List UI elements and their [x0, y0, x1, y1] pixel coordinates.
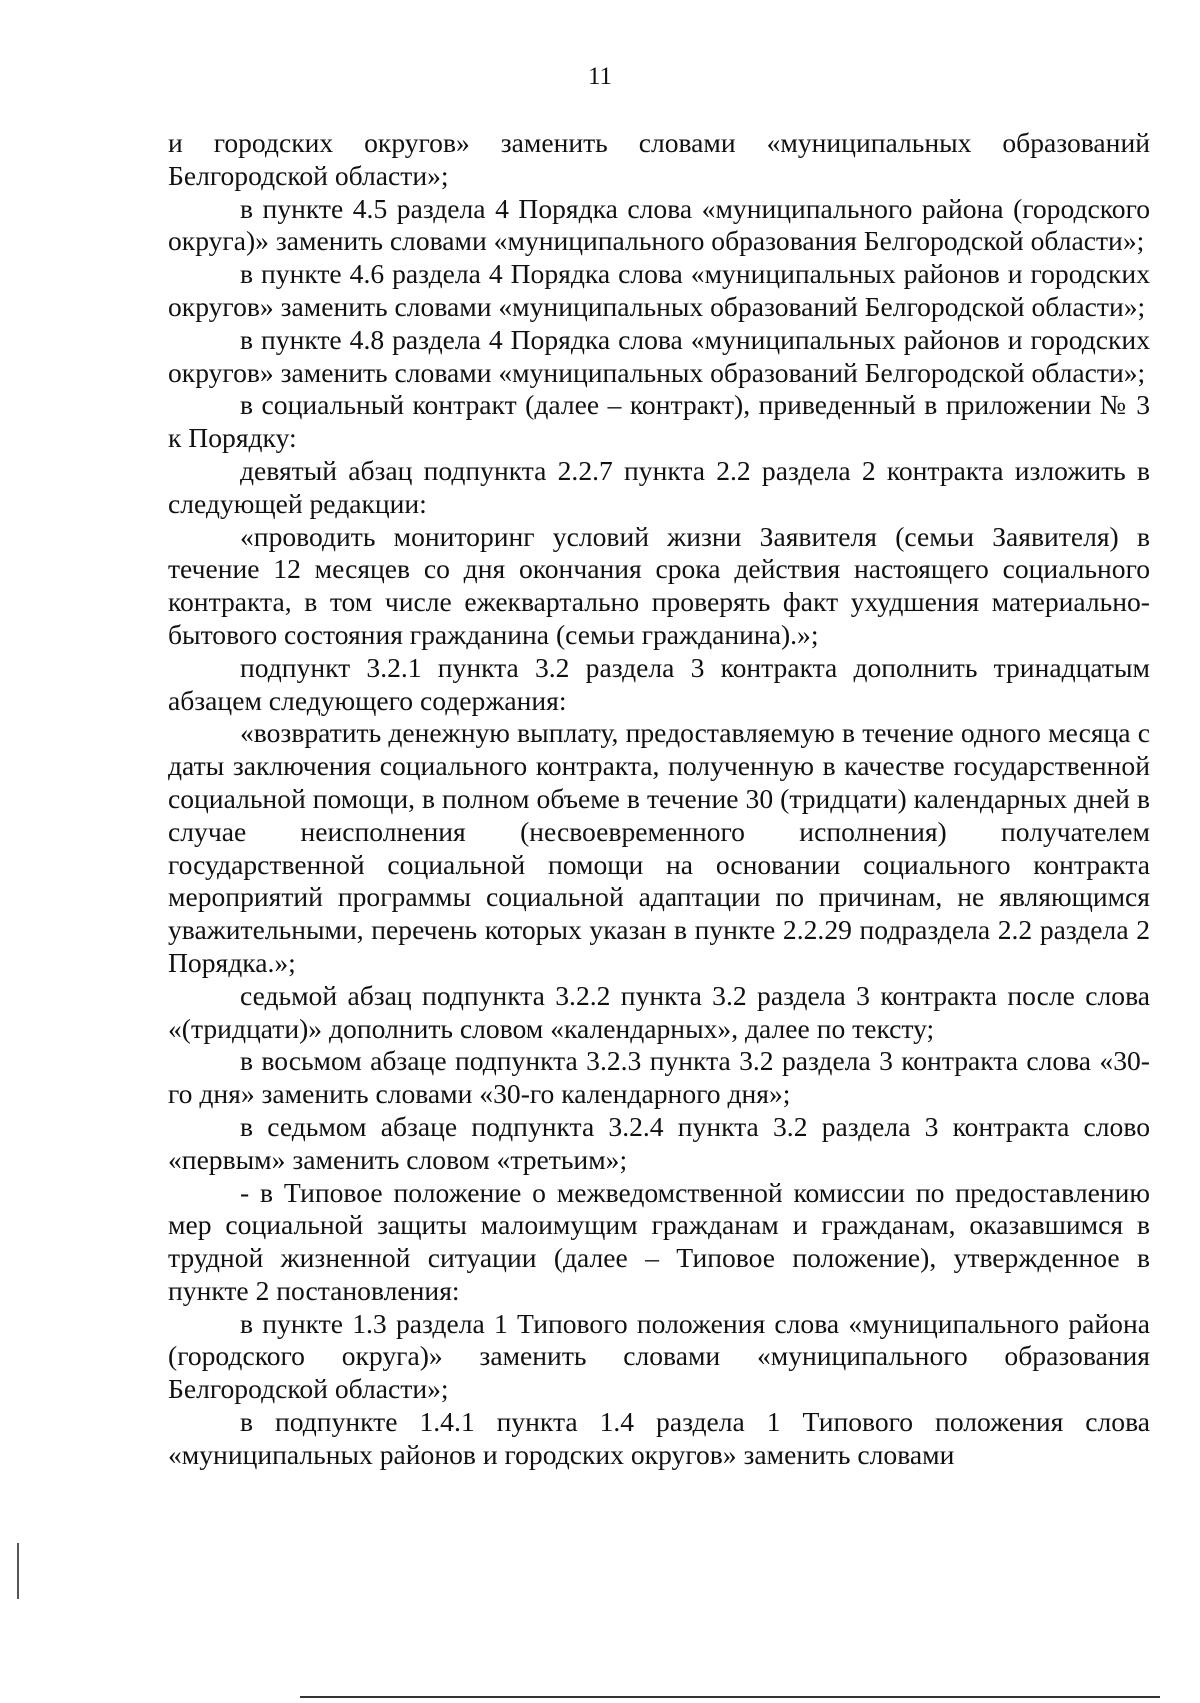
document-body — [168, 127, 1150, 1472]
paragraph: девятый абзац подпункта 2.2.7 пункта 2.2 раздела 2 контракта изложить в следующей редакции: — [168, 454, 1150, 519]
paragraph: в пункте 1.3 раздела 1 Типового положения слова «муниципального района (городского округа)» заменить словами «муниципального образования Белгородской области»; — [168, 1307, 1150, 1405]
scan-margin-mark — [17, 1543, 19, 1599]
paragraph: в пункте 4.6 раздела 4 Порядка слова «муниципальных районов и городских округов» заменить словами «муниципальных образований Белгородской области»; — [168, 258, 1150, 322]
paragraph: в пункте 4.8 раздела 4 Порядка слова «муниципальных районов и городских округов» заменить словами «муниципальных образований Белгородской области»; — [168, 323, 1150, 388]
paragraph: в седьмом абзаце подпункта 3.2.4 пункта 3.2 раздела 3 контракта слово «первым» заменить словом «третьим»; — [168, 1110, 1150, 1175]
page-number: 11 — [587, 63, 613, 90]
paragraph: подпункт 3.2.1 пункта 3.2 раздела 3 контракта дополнить тринадцатым абзацем следующего содержания: — [168, 651, 1150, 716]
paragraph-quote: «проводить мониторинг условий жизни Заявителя (семьи Заявителя) в течение 12 месяцев со дня окончания срока действия настоящего социального контракта, в том числе ежеквартально проверять факт ухудшения материально-бытового состояния гражданина (семьи гражданина).»; — [168, 520, 1150, 650]
paragraph-continuation: и городских округов» заменить словами «муниципальных образований Белгородской области»; — [168, 127, 1150, 191]
paragraph-list-item: - в Типовое положение о межведомственной комиссии по предоставлению мер социальной защиты малоимущим гражданам и гражданам, оказавшимся в трудной жизненной ситуации (далее – Типовое положение), утвержденное в пункте 2 постановления: — [168, 1176, 1150, 1306]
paragraph: в социальный контракт (далее – контракт), приведенный в приложении № 3 к Порядку: — [168, 389, 1150, 454]
paragraph: в подпункте 1.4.1 пункта 1.4 раздела 1 Типового положения слова «муниципальных районов и городских округов» заменить словами — [168, 1406, 1150, 1470]
paragraph: седьмой абзац подпункта 3.2.2 пункта 3.2 раздела 3 контракта после слова «(тридцати)» дополнить словом «календарных», далее по тексту; — [168, 979, 1150, 1044]
paragraph: в восьмом абзаце подпункта 3.2.3 пункта 3.2 раздела 3 контракта слова «30-го дня» заменить словами «30-го календарного дня»; — [168, 1045, 1150, 1110]
paragraph-quote: «возвратить денежную выплату, предоставляемую в течение одного месяца с даты заключения социального контракта, полученную в качестве государственной социальной помощи, в полном объеме в течение 30 (тридцати) календарных дней в случае неисполнения (несвоевременного исполнения) получателем государственной социальной помощи на основании социального контракта мероприятий программы социальной адаптации по причинам, не являющимся уважительными, перечень которых указан в пункте 2.2.29 подраздела 2.2 раздела 2 Порядка.»; — [168, 717, 1150, 978]
paragraph: в пункте 4.5 раздела 4 Порядка слова «муниципального района (городского округа)» заменить словами «муниципального образования Белгородской области»; — [168, 192, 1150, 257]
footer-rule — [300, 1696, 1160, 1698]
